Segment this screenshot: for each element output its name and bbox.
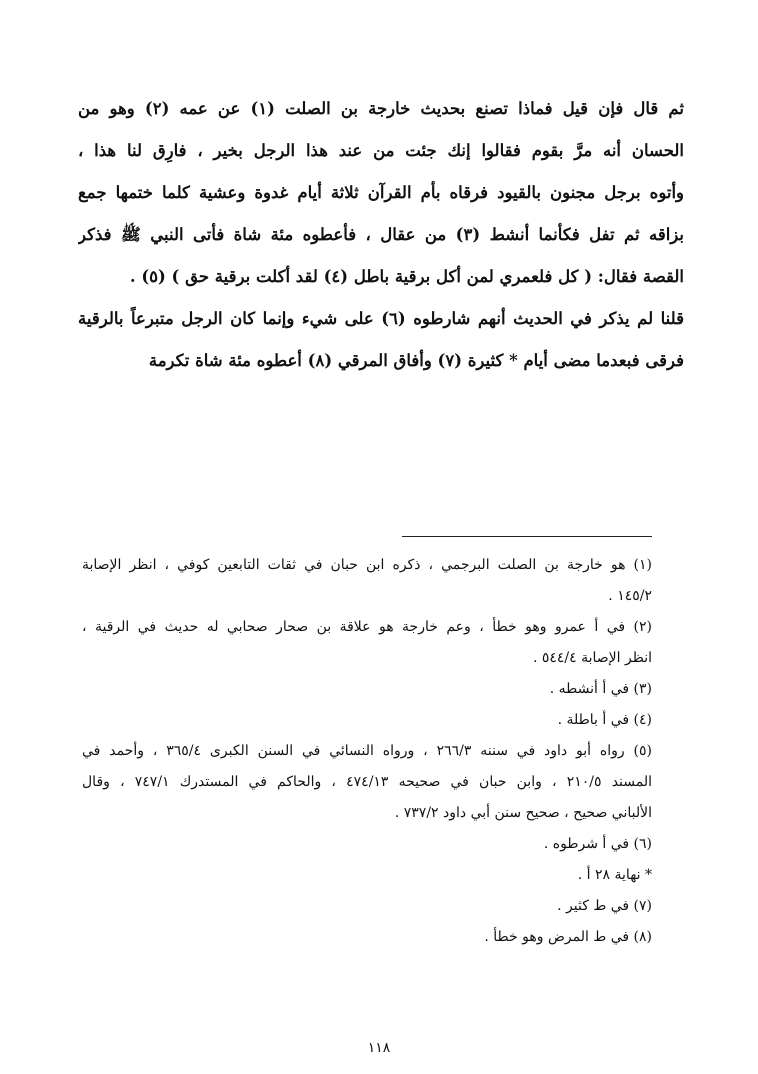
footnote-line: (٥) رواه أبو داود في سننه ٢٦٦/٣ ، ورواه النسائي في السنن الكبرى ٣٦٥/٤ ، وأحمد في — [82, 743, 652, 759]
main-text-line: وأتوه برجل مجنون بالقيود فرقاه بأم القرآن ثلاثة أيام غدوة وعشية كلما ختمها جمع — [78, 183, 684, 202]
footnote-line: ١٤٥/٢ . — [608, 588, 652, 604]
main-text-line: قلنا لم يذكر في الحديث أنهم شارطوه (٦) على شيء وإنما كان الرجل متبرعاً بالرقية — [78, 309, 684, 328]
footnote-line: المسند ٢١٠/٥ ، وابن حبان في صحيحه ٤٧٤/١٣ ، والحاكم في المستدرك ٧٤٧/١ ، وقال — [82, 774, 652, 790]
main-text-line: ثم قال فإن قيل فماذا تصنع بحديث خارجة بن الصلت (١) عن عمه (٢) وهو من — [78, 99, 684, 118]
footnote-line: الألباني صحيح ، صحيح سنن أبي داود ٧٣٧/٢ . — [394, 805, 652, 821]
footnote-line: (٣) في أ أنشطه . — [549, 681, 652, 697]
footnote-line: انظر الإصابة ٥٤٤/٤ . — [532, 650, 652, 666]
footnote-line: (٦) في أ شرطوه . — [543, 836, 652, 852]
page-number: ١١٨ — [367, 1040, 391, 1056]
footnotes-block — [82, 550, 652, 953]
footnote-line: (١) هو خارجة بن الصلت البرجمي ، ذكره ابن حبان في ثقات التابعين كوفي ، انظر الإصابة — [82, 557, 652, 573]
footnote-line: (٢) في أ عمرو وهو خطأ ، وعم خارجة هو علاقة بن صحار صحابي له حديث في الرقية ، — [82, 619, 652, 635]
footnote-separator — [402, 536, 652, 537]
footnote-line: (٨) في ط المرض وهو خطأ . — [484, 929, 652, 945]
footnote-line: (٤) في أ باطلة . — [557, 712, 652, 728]
footnote-line: (٧) في ط كثير . — [557, 898, 652, 914]
main-text-line: بزاقه ثم تفل فكأنما أنشط (٣) من عقال ، فأعطوه مئة شاة فأتى النبي ﷺ فذكر — [78, 225, 684, 244]
footnote-line: * نهاية ٢٨ أ . — [577, 867, 652, 883]
main-text-line: فرقى فبعدما مضى أيام * كثيرة (٧) وأفاق المرقي (٨) أعطوه مئة شاة تكرمة — [148, 351, 684, 370]
main-text-line: القصة فقال: ( كل فلعمري لمن أكل برقية باطل (٤) لقد أكلت برقية حق ) (٥) . — [129, 267, 684, 286]
main-text-block — [78, 88, 684, 382]
main-text-line: الحسان أنه مرَّ بقوم فقالوا إنك جئت من عند هذا الرجل بخير ، فارِق لنا هذا ، — [78, 141, 684, 160]
